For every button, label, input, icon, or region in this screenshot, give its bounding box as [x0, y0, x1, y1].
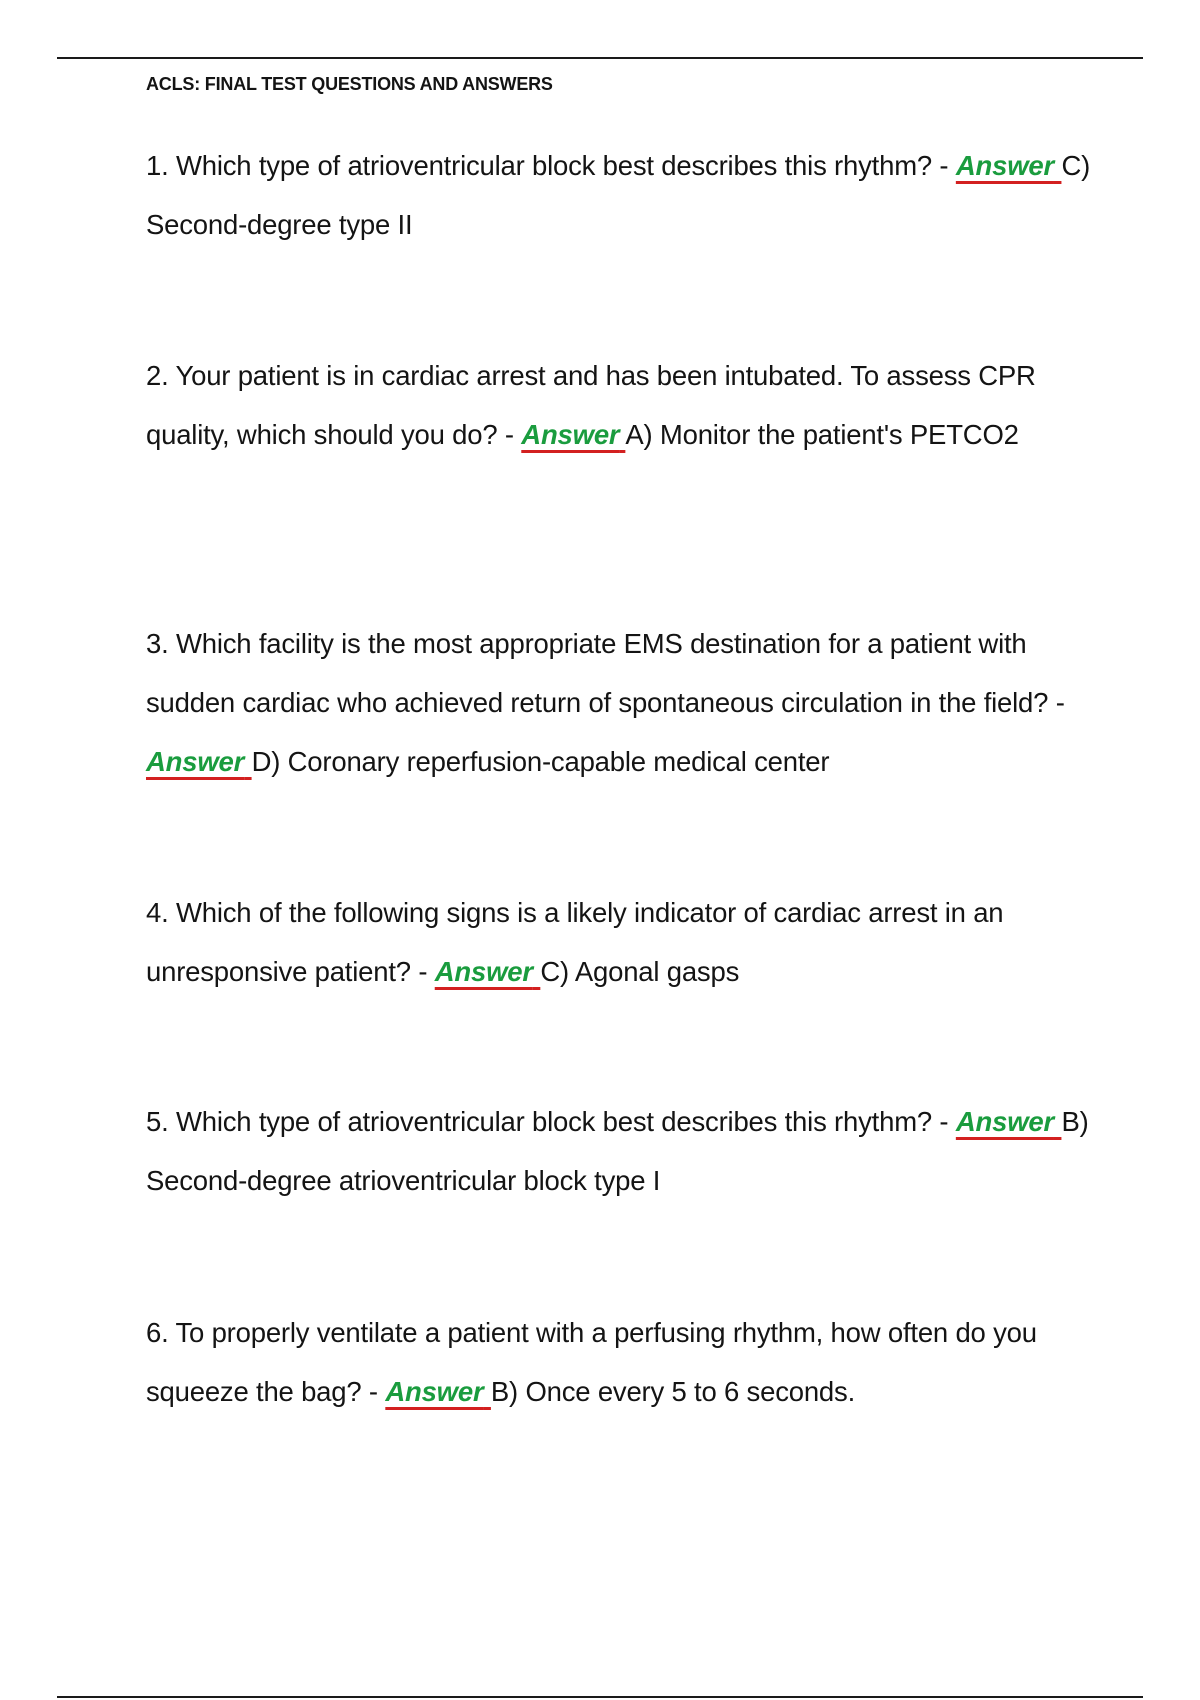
qa-item-3 [146, 614, 1106, 791]
answer-label: Answer [434, 956, 533, 987]
question-text: Which facility is the most appropriate EMS destination for a patient with sudden cardiac who achieved return of spontaneous circulation in the field? - [146, 628, 1065, 718]
answer-label: Answer [521, 419, 620, 450]
answer-text: A) Monitor the patient's PETCO2 [625, 419, 1019, 450]
qa-item-4 [146, 883, 1106, 1001]
answer-text: D) Coronary reperfusion-capable medical center [251, 746, 830, 777]
question-number: 3. [146, 628, 169, 659]
question-text: To properly ventilate a patient with a perfusing rhythm, how often do you squeeze the bag? - [146, 1317, 1037, 1407]
question-number: 2. [146, 360, 169, 391]
document-title: ACLS: FINAL TEST QUESTIONS AND ANSWERS [146, 74, 553, 94]
qa-item-1 [146, 136, 1106, 254]
answer-label: Answer [385, 1376, 484, 1407]
qa-item-5 [146, 1092, 1106, 1210]
answer-text: C) Agonal gasps [540, 956, 740, 987]
question-text: Which type of atrioventricular block best describes this rhythm? - [176, 150, 949, 181]
answer-text: C) Second-degree type II [146, 150, 1091, 240]
question-number: 4. [146, 897, 169, 928]
qa-item-6 [146, 1303, 1106, 1421]
question-text: Which of the following signs is a likely indicator of cardiac arrest in an unresponsive patient? - [146, 897, 1004, 987]
answer-label: Answer [955, 150, 1054, 181]
question-text: Which type of atrioventricular block best describes this rhythm? - [176, 1106, 949, 1137]
qa-item-2 [146, 346, 1106, 464]
question-text: Your patient is in cardiac arrest and has been intubated. To assess CPR quality, which should you do? - [146, 360, 1036, 450]
question-number: 6. [146, 1317, 169, 1348]
answer-text: B) Second-degree atrioventricular block type I [146, 1106, 1089, 1196]
answer-label: Answer [146, 746, 245, 777]
answer-text: B) Once every 5 to 6 seconds. [490, 1376, 856, 1407]
answer-label: Answer [955, 1106, 1054, 1137]
question-number: 5. [146, 1106, 169, 1137]
question-number: 1. [146, 150, 169, 181]
top-rule [57, 57, 1143, 59]
bottom-rule [57, 1696, 1143, 1698]
